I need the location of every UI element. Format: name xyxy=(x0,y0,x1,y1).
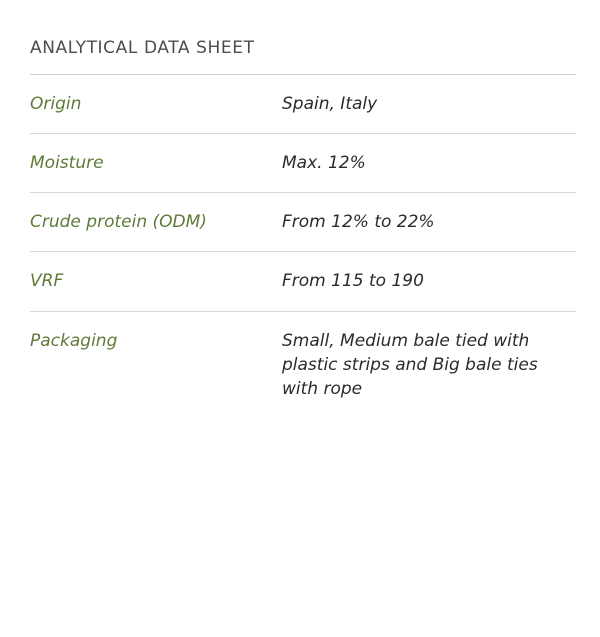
row-value: From 12% to 22% xyxy=(282,212,435,233)
row-value: Small, Medium bale tied with plastic strips and Big bale ties with rope xyxy=(282,330,538,399)
table-row xyxy=(30,311,576,421)
analytical-data-sheet xyxy=(30,0,576,421)
row-term: Crude protein (ODM) xyxy=(30,212,207,233)
row-value: From 115 to 190 xyxy=(282,271,424,292)
table-row xyxy=(30,193,576,252)
row-term: Origin xyxy=(30,94,82,114)
row-term: Moisture xyxy=(30,153,104,174)
table-row xyxy=(30,75,576,134)
row-term: VRF xyxy=(30,271,64,292)
row-value: Max. 12% xyxy=(282,153,366,174)
row-value: Spain, Italy xyxy=(282,94,378,114)
row-term: Packaging xyxy=(30,330,118,351)
table-row xyxy=(30,134,576,193)
data-table xyxy=(30,75,576,421)
page-title: ANALYTICAL DATA SHEET xyxy=(30,0,576,75)
table-row xyxy=(30,252,576,311)
